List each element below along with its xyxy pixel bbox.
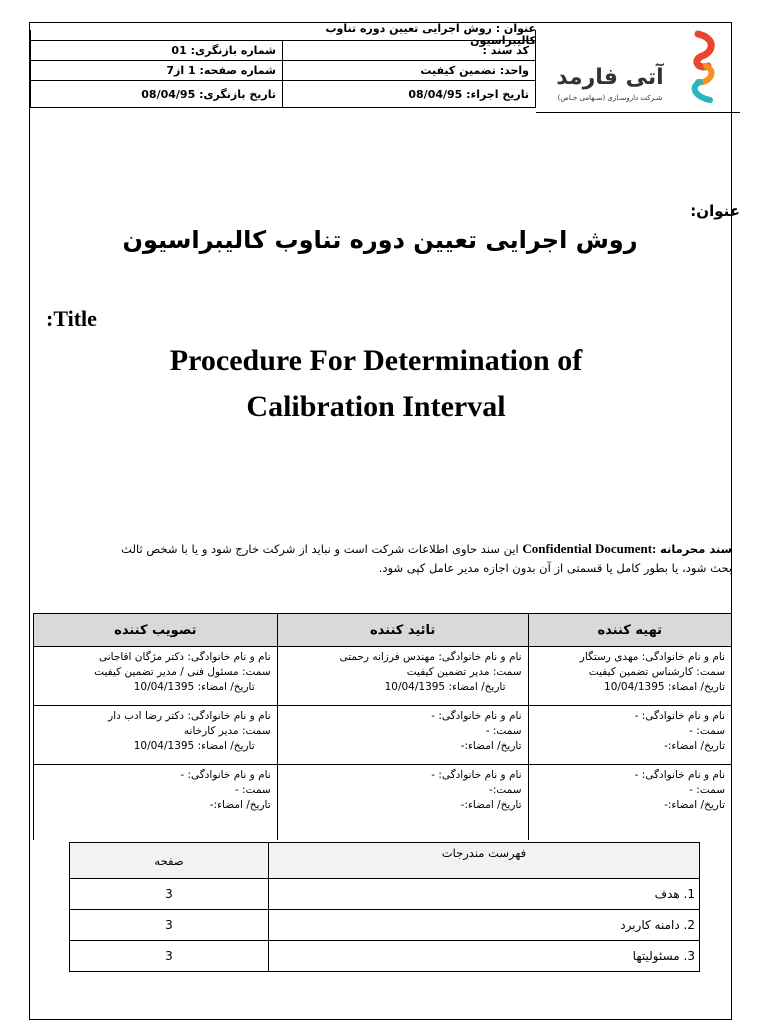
- revision-date: تاریخ بازنگری: 08/04/95: [31, 81, 283, 108]
- confidential-fa-label: سند محرمانه: [660, 542, 732, 556]
- signature-cell: نام و نام خانوادگی: - سمت: - تاریخ/ امضاء:-: [277, 706, 528, 765]
- toc-item[interactable]: 3. مسئولیتها: [269, 941, 700, 972]
- prepared-by-header: تهیه کننده: [528, 614, 731, 647]
- header-divider: [536, 112, 740, 113]
- signature-cell: نام و نام خانوادگی: - سمت: - تاریخ/ امضاء:-: [34, 765, 278, 841]
- signature-cell: نام و نام خانوادگی: مهندس فرزانه رحمتی سمت: مدیر تضمین کیفیت تاریخ/ امضاء: 10/04/1395: [277, 647, 528, 706]
- persian-title: روش اجرایی تعیین دوره تناوب کالیبراسیون: [122, 226, 638, 254]
- english-title-label: :Title: [46, 306, 97, 331]
- table-row: [70, 941, 700, 972]
- signature-cell: نام و نام خانوادگی: - سمت:- تاریخ/ امضاء:-: [277, 765, 528, 841]
- signature-cell: نام و نام خانوادگی: مهدی رستگار سمت: کارشناس تضمین کیفیت تاریخ/ امضاء: 10/04/1395: [528, 647, 731, 706]
- header-title: عنوان : روش اجرایی تعیین دوره تناوب کالیبراسیون: [325, 22, 536, 47]
- toc-item[interactable]: 1. هدف: [269, 879, 700, 910]
- unit: واحد: تضمین کیفیت: [283, 61, 536, 81]
- table-row: [70, 879, 700, 910]
- revision-number: شماره بازنگری: 01: [31, 41, 283, 61]
- doc-code: کد سند :: [283, 41, 536, 61]
- page-number: شماره صفحه: 1 از7: [31, 61, 283, 81]
- confidential-text-1: این سند حاوی اطلاعات شرکت است و نباید از شرکت خارج شود و یا با شخص ثالث: [121, 542, 519, 556]
- confidential-en-label: Confidential Document:: [522, 541, 657, 556]
- logo-subtitle: شـرکت داروسـازی (سـهامی خـاص): [557, 94, 663, 102]
- signature-cell: نام و نام خانوادگی: - سمت: - تاریخ/ امضاء:-: [528, 765, 731, 841]
- toc-page: 3: [70, 910, 269, 941]
- logo-wordmark: آتی فارمد: [556, 65, 664, 90]
- toc-page-header: صفحه: [70, 843, 269, 879]
- persian-title-label: عنوان:: [690, 202, 740, 220]
- toc-item[interactable]: 2. دامنه کاربرد: [269, 910, 700, 941]
- english-title-line-1: Procedure For Determination of: [169, 344, 583, 377]
- english-title: [30, 338, 722, 430]
- signature-table: [33, 613, 732, 840]
- signature-cell: نام و نام خانوادگی: دکتر مژگان اقاجانی سمت: مسئول فنی / مدیر تضمین کیفیت تاریخ/ امضاء: 10/04/1395: [34, 647, 278, 706]
- confidential-text-2: بحث شود، یا بطور کامل یا قسمتی از آن بدون اجازه مدیر عامل کپی شود.: [378, 561, 732, 575]
- table-row: [70, 910, 700, 941]
- toc-title: فهرست مندرجات: [269, 843, 700, 879]
- toc-page: 3: [70, 941, 269, 972]
- signature-cell: نام و نام خانوادگی: دکتر رضا ادب دار سمت: مدیر کارخانه تاریخ/ امضاء: 10/04/1395: [34, 706, 278, 765]
- header-table: [30, 30, 536, 108]
- confirmed-by-header: تائید کننده: [277, 614, 528, 647]
- approved-by-header: تصویب کننده: [34, 614, 278, 647]
- company-logo: [548, 28, 728, 114]
- execution-date: تاریخ اجراء: 08/04/95: [283, 81, 536, 108]
- signature-cell: نام و نام خانوادگی: - سمت: - تاریخ/ امضاء:-: [528, 706, 731, 765]
- confidential-notice: [40, 539, 732, 578]
- toc-page: 3: [70, 879, 269, 910]
- table-of-contents: [69, 842, 700, 972]
- english-title-line-2: Calibration Interval: [246, 390, 506, 423]
